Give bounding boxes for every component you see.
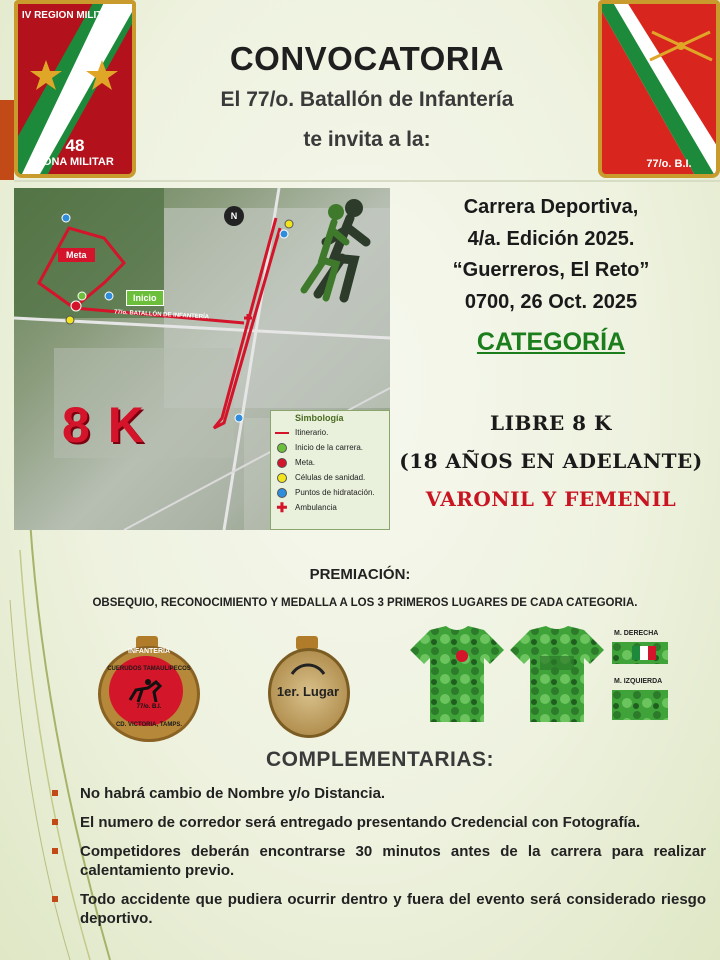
medal-first-place [266,636,350,738]
category-title: CATEGORÍA [476,328,626,356]
prizes-description: OBSEQUIO, RECONOCIMIENTO Y MEDALLA A LOS 3 PRIMEROS LUGARES DE CADA CATEGORIA. [92,597,638,609]
shirt-back-icon [510,626,604,722]
sleeve-left-label: M. IZQUIERDA [614,678,663,685]
distance-label: 8 K [62,397,146,453]
region-label: IV REGION MILITAR [21,10,117,21]
legend-label: Células de sanidad. [295,473,366,482]
battalion-label: 77/o. B.I. [646,158,692,170]
meta-label: Meta [58,248,95,262]
header-divider [14,180,720,182]
list-item [52,784,706,803]
legend-item [271,470,389,485]
sleeve-right-label: M. DERECHA [614,630,659,637]
legend-item [271,485,389,500]
sleeve-details [608,626,668,726]
category-gender: VARONIL Y FEMENIL [425,487,677,511]
bullet-icon [52,790,58,796]
medal-ring-inner: CUERUDOS TAMAULIPECOS [107,666,191,672]
start-dot-icon [275,443,289,453]
legend-title: Simbología [295,413,344,423]
legend-label: Inicio de la carrera. [295,443,364,452]
legend-item [271,500,389,515]
prizes-title: PREMIACIÓN: [309,566,411,583]
legend-label: Puntos de hidratación. [295,488,375,497]
zona-militar-shield [14,0,136,178]
route-line-icon [275,428,289,438]
legend-label: Itinerario. [295,428,329,437]
zone-label: ZONA MILITAR [36,156,114,168]
decorative-strip [0,100,14,180]
category-age: (18 AÑOS EN ADELANTE) [399,449,703,473]
medal-ring-bottom: CD. VICTORIA, TAMPS. [115,722,183,728]
medal-infanteria [92,636,202,736]
compass-icon: N [224,206,244,226]
battalion-subtitle: El 77/o. Batallón de Infantería [220,88,514,111]
runner-silhouette-icon [288,660,328,678]
star-icon [18,56,132,96]
bullet-icon [52,819,58,825]
medal-place-label: 1er. Lugar [276,684,340,699]
mexico-flag-icon [612,642,668,664]
event-edition: 4/a. Edición 2025. [467,228,635,250]
list-item [52,890,706,928]
list-item-text: El numero de corredor será entregado presentando Credencial con Fotografía. [80,814,641,831]
ambulance-cross-icon: ✚ [276,499,288,515]
road-label: 77/o. BATALLÓN DE INFANTERÍA [113,309,210,321]
sleeve-left-icon [612,690,668,720]
legend-item [271,440,389,455]
page-title: CONVOCATORIA [229,40,505,77]
water-dot-icon [275,488,289,498]
medal-center-text: 77/o. B.I. [136,704,162,710]
legend-item [271,455,389,470]
medical-dot-icon [275,473,289,483]
category-libre: LIBRE 8 K [490,411,612,435]
bullet-icon [52,848,58,854]
finish-dot-icon [275,458,289,468]
shirt-front-icon [410,626,504,722]
battalion-shield [598,0,720,178]
legend-label: Meta. [295,458,316,467]
horse-rider-icon [126,676,166,704]
list-item [52,842,706,880]
invite-subtitle: te invita a la: [303,128,431,151]
legend-label: Ambulancia [295,503,337,512]
list-item-text: Competidores deberán encontrarse 30 minutos antes de la carrera para realizar calentamiento previo. [80,843,706,879]
complementary-list [52,784,706,938]
complementary-title: COMPLEMENTARIAS: [265,748,495,771]
bullet-icon [52,896,58,902]
map-legend [270,410,390,530]
list-item [52,813,706,832]
list-item-text: Todo accidente que pudiera ocurrir dentro y fuera del evento será considerado riesgo deportivo. [80,891,706,927]
event-slogan: “Guerreros, El Reto” [452,259,650,281]
medal-ring-top: INFANTERÍA [128,648,170,655]
crossed-rifles-icon [646,28,716,64]
list-item-text: No habrá cambio de Nombre y/o Distancia. [80,785,386,802]
event-name: Carrera Deportiva, [463,196,639,218]
legend-item [271,425,389,440]
zone-number: 48 [65,136,85,155]
event-datetime: 0700, 26 Oct. 2025 [464,291,638,313]
inicio-label: Inicio [126,290,164,306]
